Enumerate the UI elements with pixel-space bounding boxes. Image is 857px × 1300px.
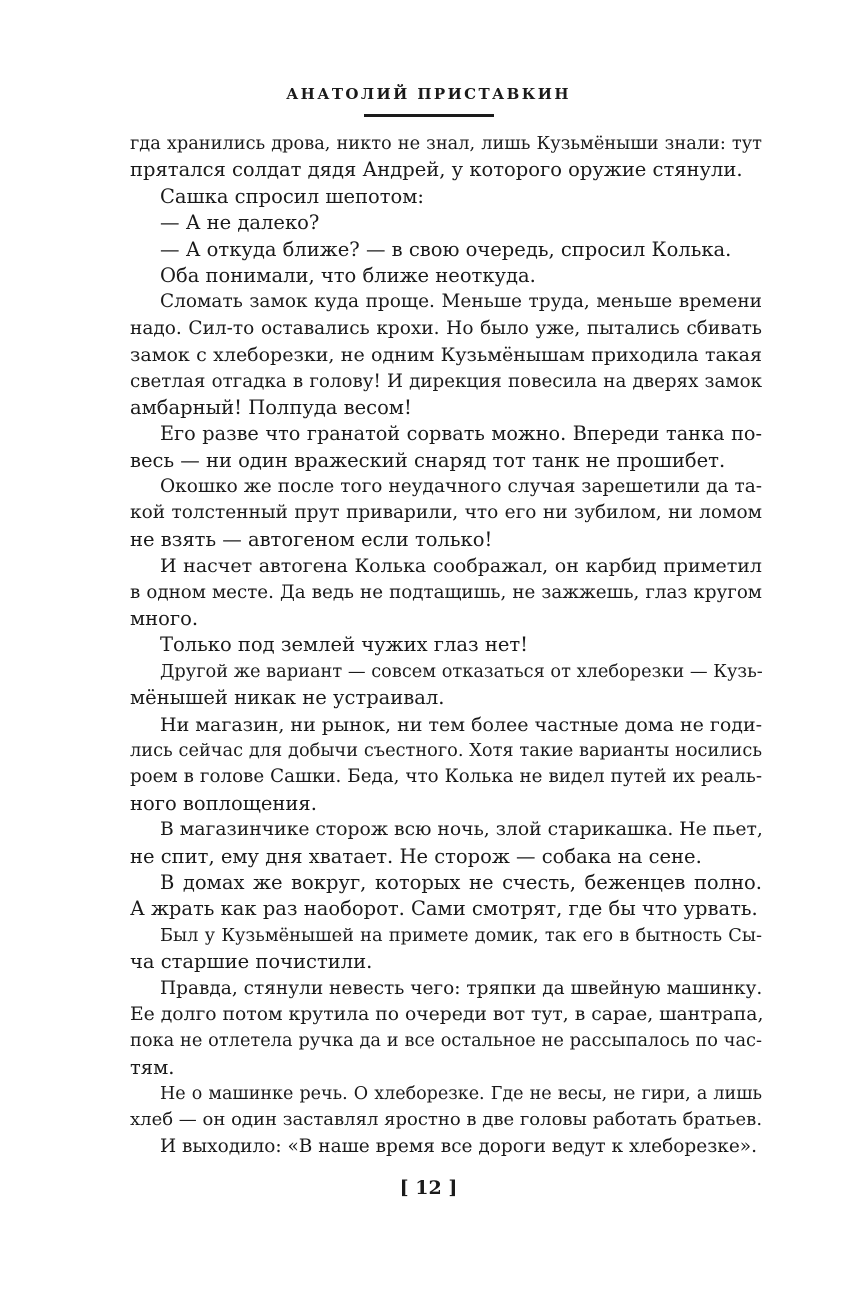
text-line: не спит, ему дня хватает. Не сторож — собака на сене.	[130, 844, 702, 868]
text-line: В домах же вокруг, которых не счесть, беженцев полно.	[160, 870, 762, 894]
text-line: мёнышей никак не устраивал.	[130, 686, 445, 710]
text-line: замок с хлеборезки, не одним Кузьмёнышам приходила такая	[130, 344, 762, 367]
text-line: Только под землей чужих глаз нет!	[160, 633, 529, 657]
text-line: надо. Сил-то оставались крохи. Но было уже, пытались сбивать	[130, 317, 762, 339]
text-line: Окошко же после того неудачного случая зарешетили да та-	[160, 476, 762, 498]
text-line: ного воплощения.	[130, 791, 317, 815]
text-line: В магазинчике сторож всю ночь, злой старикашка. Не пьет,	[160, 819, 763, 841]
text-line: в одном месте. Да ведь не подтащишь, не зажжешь, глаз кругом	[130, 581, 762, 603]
text-line: тям.	[130, 1055, 175, 1079]
text-line: много.	[130, 607, 199, 631]
text-line: Другой же вариант — совсем отказаться от хлеборезки — Кузь-	[160, 661, 763, 682]
text-line: хлеб — он один заставлял яростно в две головы работать братьев.	[130, 1109, 763, 1131]
text-line: Оба понимали, что ближе неоткуда.	[160, 263, 536, 287]
text-line: Сломать замок куда проще. Меньше труда, меньше времени	[160, 291, 762, 313]
text-line: прятался солдат дядя Андрей, у которого оружие стянули.	[130, 158, 743, 182]
text-line: гда хранились дрова, никто не знал, лишь Кузьмёныши знали: тут	[130, 134, 762, 154]
text-line: Был у Кузьмёнышей на примете домик, так его в бытность Сы-	[160, 925, 762, 946]
text-line: Правда, стянули невесть чего: тряпки да швейную машинку.	[160, 977, 763, 999]
text-line: Не о машинке речь. О хлеборезке. Где не весы, не гири, а лишь	[160, 1084, 762, 1105]
text-line: лись сейчас для добычи съестного. Хотя такие варианты носились	[130, 740, 762, 761]
text-line: Ее долго потом крутила по очереди вот тут, в сарае, шантрапа,	[130, 1003, 764, 1025]
text-line: А жрать как раз наоборот. Сами смотрят, где бы что урвать.	[130, 897, 758, 921]
text-line: кой толстенный прут приварили, что его ни зубилом, ни ломом	[130, 502, 762, 524]
text-line: ча старшие почистили.	[130, 950, 373, 974]
text-line: пока не отлетела ручка да и все остальное не рассыпалось по час-	[130, 1031, 762, 1052]
text-line: не взять — автогеном если только!	[130, 527, 493, 551]
text-line: весь — ни один вражеский снаряд тот танк не прошибет.	[130, 448, 726, 472]
header-rule	[364, 114, 494, 117]
running-header	[0, 84, 857, 103]
text-line: И насчет автогена Колька соображал, он карбид приметил	[160, 555, 762, 578]
text-line: Сашка спросил шепотом:	[160, 184, 425, 208]
text-line: Ни магазин, ни рынок, ни тем более частные дома не годи-	[160, 713, 763, 736]
text-line: И выходило: «В наше время все дороги ведут к хлеборезке».	[160, 1135, 757, 1157]
page-number: [ 12 ]	[399, 1177, 458, 1199]
text-line: — А не далеко?	[160, 211, 320, 235]
text-line: роем в голове Сашки. Беда, что Колька не видел путей их реаль-	[130, 766, 762, 788]
text-line: — А откуда ближе? — в свою очередь, спросил Колька.	[160, 237, 732, 261]
text-line: амбарный! Полпуда весом!	[130, 395, 412, 419]
body-text	[130, 131, 762, 1160]
book-author-title: АНАТОЛИЙ ПРИСТАВКИН	[286, 85, 571, 103]
text-line: светлая отгадка в голову! И дирекция повесила на дверях замок	[130, 370, 762, 392]
text-line: Его разве что гранатой сорвать можно. Впереди танка по-	[160, 422, 762, 446]
